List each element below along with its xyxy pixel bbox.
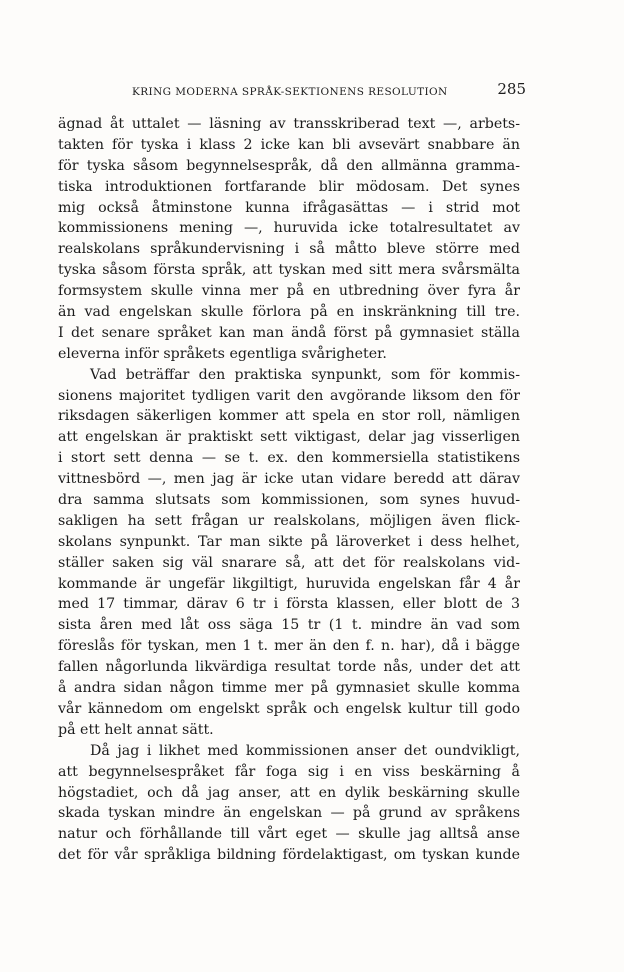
body-text [58, 114, 520, 866]
text-line: vår kännedom om engelskt språk och engelsk kultur till godo [58, 700, 520, 717]
text-line: sista åren med låt oss säga 15 tr (1 t. mindre än vad som [58, 617, 520, 634]
text-line: ägnad åt uttalet — läsning av transskriberad text —, arbets- [58, 116, 520, 132]
text-line: mig också åtminstone kunna ifrågasättas — i strid mot [58, 199, 520, 216]
text-line: takten för tyska i klass 2 icke kan bli avsevärt snabbare än [58, 136, 520, 153]
text-line: sionens majoritet tydligen varit den avgörande liksom den för [58, 387, 520, 404]
text-line: realskolans språkundervisning i så måtto bleve större med [58, 241, 520, 258]
text-line: kommande är ungefär likgiltigt, huruvida engelskan får 4 år [58, 575, 520, 592]
text-line: det för vår språkliga bildning fördelaktigast, om tyskan kunde [58, 847, 520, 864]
text-line: fallen någorlunda likvärdiga resultat torde nås, under det att [58, 659, 520, 676]
text-line: högstadiet, och då jag anser, att en dylik beskärning skulle [58, 784, 520, 801]
text-line: för tyska såsom begynnelsespråk, då den allmänna gramma- [58, 157, 520, 174]
text-line: med 17 timmar, därav 6 tr i första klassen, eller blott de 3 [58, 596, 520, 613]
text-line: vittnesbörd —, men jag är icke utan vidare beredd att därav [58, 471, 520, 488]
text-line: tiska introduktionen fortfarande blir mödosam. Det synes [58, 178, 520, 195]
text-line: föreslås för tyskan, men 1 t. mer än den f. n. har), då i bägge [58, 638, 520, 655]
text-line: I det senare språket kan man ändå först på gymnasiet ställa [58, 324, 520, 341]
text-line: eleverna inför språkets egentliga svårigheter. [58, 345, 387, 362]
page-number: 285 [497, 80, 526, 98]
text-line: på ett helt annat sätt. [58, 721, 214, 738]
text-line: skada tyskan mindre än engelskan — på grund av språkens [58, 805, 520, 822]
page-header [52, 80, 526, 104]
text-line: dra samma slutsats som kommissionen, som synes huvud- [58, 492, 520, 509]
text-line: å andra sidan någon timme mer på gymnasiet skulle komma [58, 680, 520, 697]
text-line: ställer saken sig väl snarare så, att det för realskolans vid- [58, 554, 520, 571]
text-line: att engelskan är praktiskt sett viktigast, delar jag visserligen [58, 429, 520, 446]
text-line: kommissionens mening —, huruvida icke totalresultatet av [58, 220, 520, 237]
paragraph-start-line: Då jag i likhet med kommissionen anser det oundvikligt, [90, 742, 520, 759]
text-line: riksdagen säkerligen kommer att spela en stor roll, nämligen [58, 408, 520, 425]
text-line: formsystem skulle vinna mer på en utbredning över fyra år [58, 283, 520, 300]
text-line: natur och förhållande till vårt eget — skulle jag alltså anse [58, 826, 520, 843]
running-title: KRING MODERNA SPRÅK-SEKTIONENS RESOLUTION [132, 86, 448, 98]
text-line: sakligen ha sett frågan ur realskolans, möjligen även flick- [58, 512, 520, 529]
text-line: att begynnelsespråket får foga sig i en viss beskärning å [58, 763, 520, 780]
text-line: än vad engelskan skulle förlora på en inskränkning till tre. [58, 304, 520, 321]
text-line: skolans synpunkt. Tar man sikte på läroverket i dess helhet, [58, 533, 520, 550]
paragraph-start-line: Vad beträffar den praktiska synpunkt, som för kommis- [90, 366, 520, 383]
text-line: i stort sett denna — se t. ex. den kommersiella statistikens [58, 450, 520, 467]
text-line: tyska såsom första språk, att tyskan med sitt mera svårsmälta [58, 262, 520, 279]
